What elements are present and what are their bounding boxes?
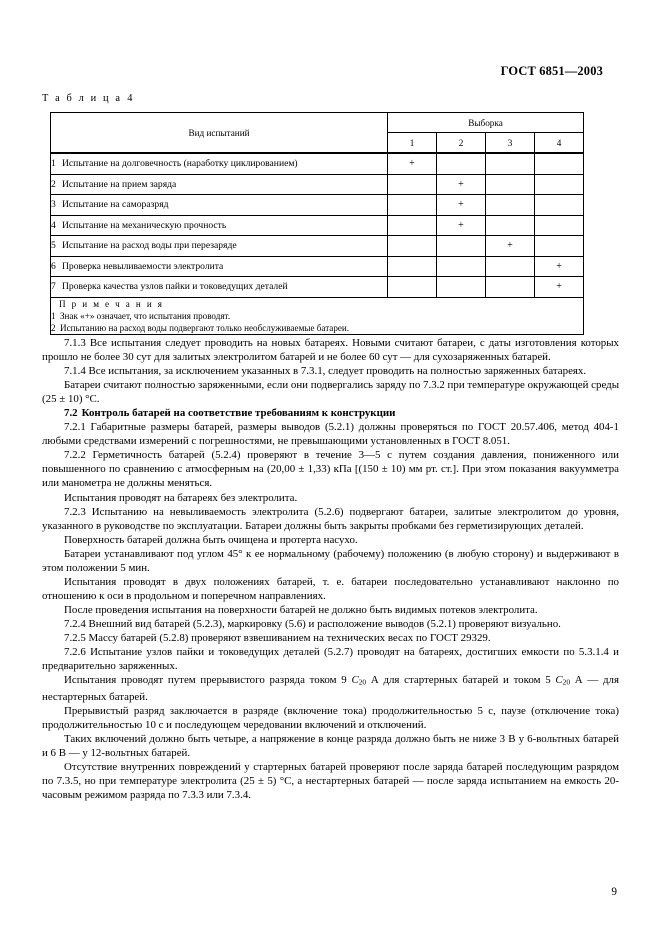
header-sample-group: Выборка: [388, 113, 584, 133]
discharge-suffix: А — для нестартерных батарей.: [42, 674, 619, 703]
table-caption: [42, 93, 132, 104]
sample-mark-cell-4: [535, 195, 584, 216]
note-number: 2: [51, 322, 56, 333]
section-heading-number: 7.2: [64, 407, 78, 420]
header-sample-4: 4: [535, 133, 584, 154]
sample-mark-cell-3: [486, 174, 535, 195]
paragraph-7-2-2: 7.2.2 Герметичность батарей (5.2.4) проверяют в течение 3—5 с путем создания давления, пониженного или повышенного по сравнению с атмосферным на (20,00 ± 1,33) кПа [(150 ± 10) мм рт. ст.]. При этом показания вакуумметра или манометра не должны меняться.: [42, 449, 619, 490]
sample-mark-cell-3: [486, 215, 535, 236]
row-index: 2: [51, 178, 56, 190]
table-head: [51, 113, 584, 154]
note-text: Испытанию на расход воды подвергают только необслуживаемые батареи.: [60, 322, 350, 333]
table-row: [51, 153, 584, 174]
test-name-cell: [51, 277, 388, 298]
sample-mark-cell-3: [486, 195, 535, 216]
row-index: 5: [51, 240, 56, 252]
sample-mark-cell-4: +: [535, 256, 584, 277]
table-caption-word: Т а б л и ц а: [42, 93, 123, 104]
sample-mark-cell-1: [388, 174, 437, 195]
paragraph-7-2-6: 7.2.6 Испытание узлов пайки и токоведущих деталей (5.2.7) проводят на батареях, достигших емкости по 5.3.1.4 и предварительно заряженных.: [42, 646, 619, 673]
symbol-c-1: C: [351, 674, 359, 687]
row-index: 1: [51, 158, 56, 170]
table-4: [50, 112, 584, 335]
sample-mark-cell-3: [486, 277, 535, 298]
subscript-20-2: 20: [562, 677, 571, 687]
row-index: 6: [51, 260, 56, 272]
paragraph-tests-no-electrolyte: Испытания проводят на батареях без электролита.: [64, 491, 298, 504]
header-sample-1: 1: [388, 133, 437, 154]
sample-mark-cell-3: [486, 256, 535, 277]
paragraph-7-2-4: 7.2.4 Внешний вид батарей (5.2.3), маркировку (5.6) и расположение выводов (5.2.1) проверяют визуально.: [64, 617, 561, 630]
sample-mark-cell-2: +: [437, 215, 486, 236]
paragraph-tilt-45: Батареи устанавливают под углом 45° к ее нормальному (рабочему) положению (в любую сторону) и выдерживают в этом положении 5 мин.: [42, 547, 619, 574]
sample-mark-cell-2: +: [437, 174, 486, 195]
row-index: 7: [51, 281, 56, 293]
test-name-cell: [51, 236, 388, 257]
discharge-prefix: Испытания проводят путем прерывистого разряда током 9: [64, 674, 352, 687]
paragraph-four-switchings: Таких включений должно быть четыре, а напряжение в конце разряда должно быть не ниже 3 В у 6-вольтных батарей и 6 В — у 12-вольтных батарей.: [42, 732, 619, 759]
sample-mark-cell-1: [388, 236, 437, 257]
paragraph-discharge-current: [42, 673, 619, 704]
page-number: 9: [611, 886, 617, 898]
body-text: [42, 336, 619, 802]
paragraph-7-1-4: 7.1.4 Все испытания, за исключением указанных в 7.3.1, следует проводить на полностью заряженных батареях.: [64, 365, 587, 378]
paragraph-7-2-1: 7.2.1 Габаритные размеры батарей, размеры выводов (5.2.1) должны проверяться по ГОСТ 20.57.406, метод 404-1 любыми средствами измерений с погрешностями, не превышающими установленных в ГОСТ 8.051.: [42, 421, 619, 448]
test-name-cell: [51, 215, 388, 236]
sample-mark-cell-3: +: [486, 236, 535, 257]
table-caption-number: 4: [127, 93, 133, 104]
row-index: 4: [51, 219, 56, 231]
sample-mark-cell-4: [535, 215, 584, 236]
sample-mark-cell-4: +: [535, 277, 584, 298]
paragraph-two-positions: Испытания проводят в двух положениях батарей, т. е. батареи последовательно устанавливают наклонно по отношению к оси в продольном и поперечном направлениях.: [42, 575, 619, 602]
notes-title: П р и м е ч а н и я: [59, 298, 164, 309]
table-header-row-1: [51, 113, 584, 133]
table-row: [51, 215, 584, 236]
paragraph-7-2-3: 7.2.3 Испытанию на невыливаемость электролита (5.2.6) подвергают батареи, залитые электролитом до уровня, указанного в руководстве по эксплуатации. Батареи должны быть закрыты пробками без герметизирующих деталей.: [42, 505, 619, 532]
symbol-c-2: C: [555, 674, 563, 687]
sample-mark-cell-1: [388, 277, 437, 298]
test-name-cell: [51, 256, 388, 277]
row-label-text: Испытание на прием заряда: [62, 178, 177, 190]
sample-mark-cell-1: +: [388, 153, 437, 174]
sample-mark-cell-4: [535, 153, 584, 174]
sample-mark-cell-2: [437, 256, 486, 277]
note-number: 1: [51, 310, 56, 321]
sample-mark-cell-3: [486, 153, 535, 174]
table-row: [51, 195, 584, 216]
row-label-text: Проверка невыливаемости электролита: [62, 260, 224, 272]
row-label-text: Испытание на расход воды при перезаряде: [62, 240, 237, 252]
sample-mark-cell-1: [388, 215, 437, 236]
table-notes-row: [51, 297, 584, 334]
table-notes-cell: [51, 297, 584, 334]
running-head: [0, 62, 661, 80]
test-name-cell: [51, 153, 388, 174]
row-label-text: Испытание на саморазряд: [62, 199, 169, 211]
table-4-container: [50, 112, 583, 335]
sample-mark-cell-2: +: [437, 195, 486, 216]
header-sample-3: 3: [486, 133, 535, 154]
paragraph-intermittent-discharge: Прерывистый разряд заключается в разряде (включение тока) продолжительностью 5 с, паузе (отключение тока) продолжительностью 10 с и последующем чередовании включений и отключений.: [42, 704, 619, 731]
sample-mark-cell-1: [388, 256, 437, 277]
header-kind-of-tests: Вид испытаний: [51, 113, 388, 154]
sample-mark-cell-4: [535, 236, 584, 257]
table-row: [51, 174, 584, 195]
paragraph-internal-damage: Отсутствие внутренних повреждений у стартерных батарей проверяют после заряда батарей последующим разрядом по 7.3.5, но при температуре электролита (25 ± 5) °С, а нестартерных батарей — после заряда испытанием на емкость 20-часовым режимом разряда по 7.3.3 или 7.3.4.: [42, 761, 619, 802]
row-index: 3: [51, 199, 56, 211]
test-name-cell: [51, 174, 388, 195]
row-label-text: Проверка качества узлов пайки и токоведущих деталей: [62, 281, 288, 293]
paragraph-no-leaks: После проведения испытания на поверхности батарей не должно быть видимых потеков электролита.: [64, 603, 538, 616]
note-item: [51, 310, 583, 322]
table-row: [51, 236, 584, 257]
subscript-20-1: 20: [358, 677, 367, 687]
section-heading-title: Контроль батарей на соответствие требованиям к конструкции: [81, 407, 396, 420]
paragraph-full-charge: Батареи считают полностью заряженными, если они подвергались заряду по 7.3.2 при температуре окружающей среды (25 ± 10) °С.: [42, 379, 620, 406]
test-name-cell: [51, 195, 388, 216]
table-body: [51, 153, 584, 334]
sample-mark-cell-1: [388, 195, 437, 216]
note-text: Знак «+» означает, что испытания проводят.: [60, 310, 231, 321]
discharge-middle: А для стартерных батарей и током 5: [366, 674, 556, 687]
section-heading-7-2: [42, 406, 619, 420]
paragraph-surface-clean: Поверхность батарей должна быть очищена и протерта насухо.: [64, 533, 358, 546]
standard-number-title: ГОСТ 6851—2003: [500, 64, 603, 78]
sample-mark-cell-2: [437, 277, 486, 298]
row-label-text: Испытание на механическую прочность: [62, 219, 227, 231]
table-row: [51, 256, 584, 277]
note-item: [51, 322, 583, 334]
row-label-text: Испытание на долговечность (наработку циклированием): [62, 158, 298, 170]
paragraph-7-2-5: 7.2.5 Массу батарей (5.2.8) проверяют взвешиванием на технических весах по ГОСТ 29329.: [64, 631, 491, 644]
sample-mark-cell-2: [437, 236, 486, 257]
header-sample-2: 2: [437, 133, 486, 154]
paragraph-7-1-3: 7.1.3 Все испытания следует проводить на новых батареях. Новыми считают батареи, с даты изготовления которых прошло не более 30 сут для залитых электролитом батарей и не более 60 сут — для сухозаряженных батарей.: [42, 337, 619, 364]
sample-mark-cell-4: [535, 174, 584, 195]
table-row: [51, 277, 584, 298]
sample-mark-cell-2: [437, 153, 486, 174]
